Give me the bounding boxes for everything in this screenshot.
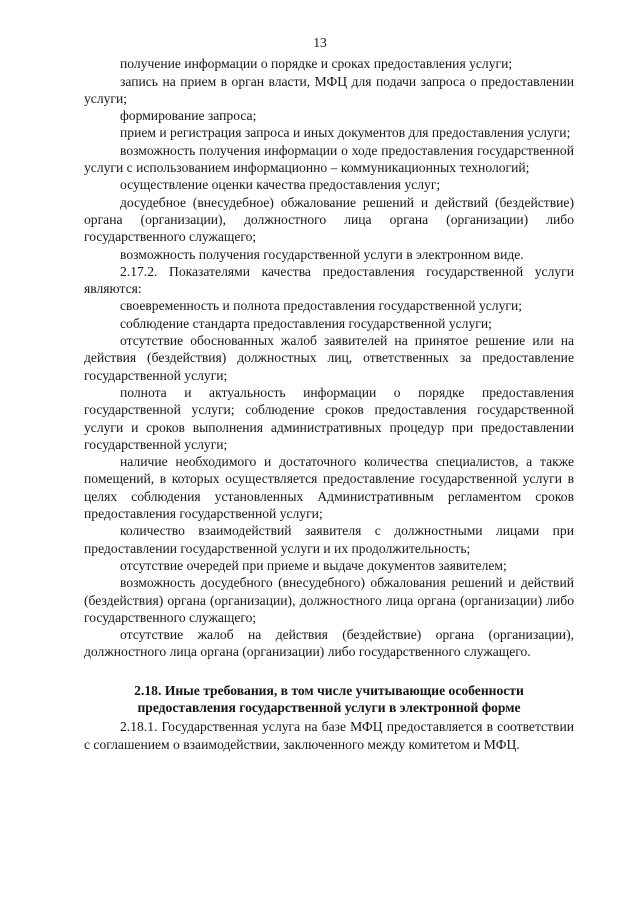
paragraph: отсутствие очередей при приеме и выдаче документов заявителем; bbox=[120, 557, 507, 573]
paragraph: отсутствие обоснованных жалоб заявителей на принятое решение или на действия (бездействия) должностных лиц, ответственных за предоставление государственной услуги; bbox=[84, 333, 574, 383]
paragraph: досудебное (внесудебное) обжалование решений и действий (бездействие) органа (организации), должностного лица органа (организации) либо государственного служащего; bbox=[84, 194, 574, 245]
paragraph: отсутствие жалоб на действия (бездействие) органа (организации), должностного лица органа (организации) либо государственного служащего. bbox=[84, 627, 574, 660]
paragraph: количество взаимодействий заявителя с должностными лицами при предоставлении государственной услуги и их продолжительность; bbox=[84, 523, 574, 556]
paragraph: 2.17.2. Показателями качества предоставления государственной услуги являются: bbox=[84, 263, 574, 297]
paragraph: возможность получения информации о ходе предоставления государственной услуги с использованием информационно – коммуникационных технологий; bbox=[84, 142, 574, 176]
section-heading-line: 2.18. Иные требования, в том числе учитывающие особенности bbox=[134, 682, 524, 698]
quality-list bbox=[84, 55, 574, 660]
paragraph: соблюдение стандарта предоставления государственной услуги; bbox=[120, 315, 492, 331]
paragraph: полнота и актуальность информации о порядке предоставления государственной услуги; соблюдение сроков предоставления государственной услуги и сроков выполнения административных процедур при предоставлении государственной услуги; bbox=[84, 384, 574, 452]
paragraph: запись на прием в орган власти, МФЦ для подачи запроса о предоставлении услуги; bbox=[84, 73, 574, 106]
paragraph: возможность досудебного (внесудебного) обжалования решений и действий (бездействия) органа (организации), должностного лица органа (организации) либо государственного служащего; bbox=[84, 575, 574, 625]
paragraph: возможность получения государственной услуги в электронном виде. bbox=[120, 246, 524, 262]
paragraph: осуществление оценки качества предоставления услуг; bbox=[120, 177, 441, 193]
paragraph: наличие необходимого и достаточного количества специалистов, а также помещений, в которых осуществляется предоставление государственной услуги в целях соблюдения установленных Административным регламентом сроков предоставления государственной услуги; bbox=[84, 454, 574, 522]
section-heading bbox=[84, 682, 574, 717]
paragraph: формирование запроса; bbox=[120, 108, 257, 124]
page-number: 13 bbox=[313, 35, 327, 50]
section-paragraph: 2.18.1. Государственная услуга на базе МФЦ предоставляется в соответствии с соглашением о взаимодействии, заключенного между комитетом и МФЦ. bbox=[84, 719, 574, 752]
paragraph: получение информации о порядке и сроках предоставления услуги; bbox=[120, 56, 513, 72]
paragraph: прием и регистрация запроса и иных документов для предоставления услуги; bbox=[120, 125, 571, 141]
section-heading-line: предоставления государственной услуги в электронной форме bbox=[137, 699, 521, 715]
paragraph: своевременность и полнота предоставления государственной услуги; bbox=[120, 298, 523, 314]
